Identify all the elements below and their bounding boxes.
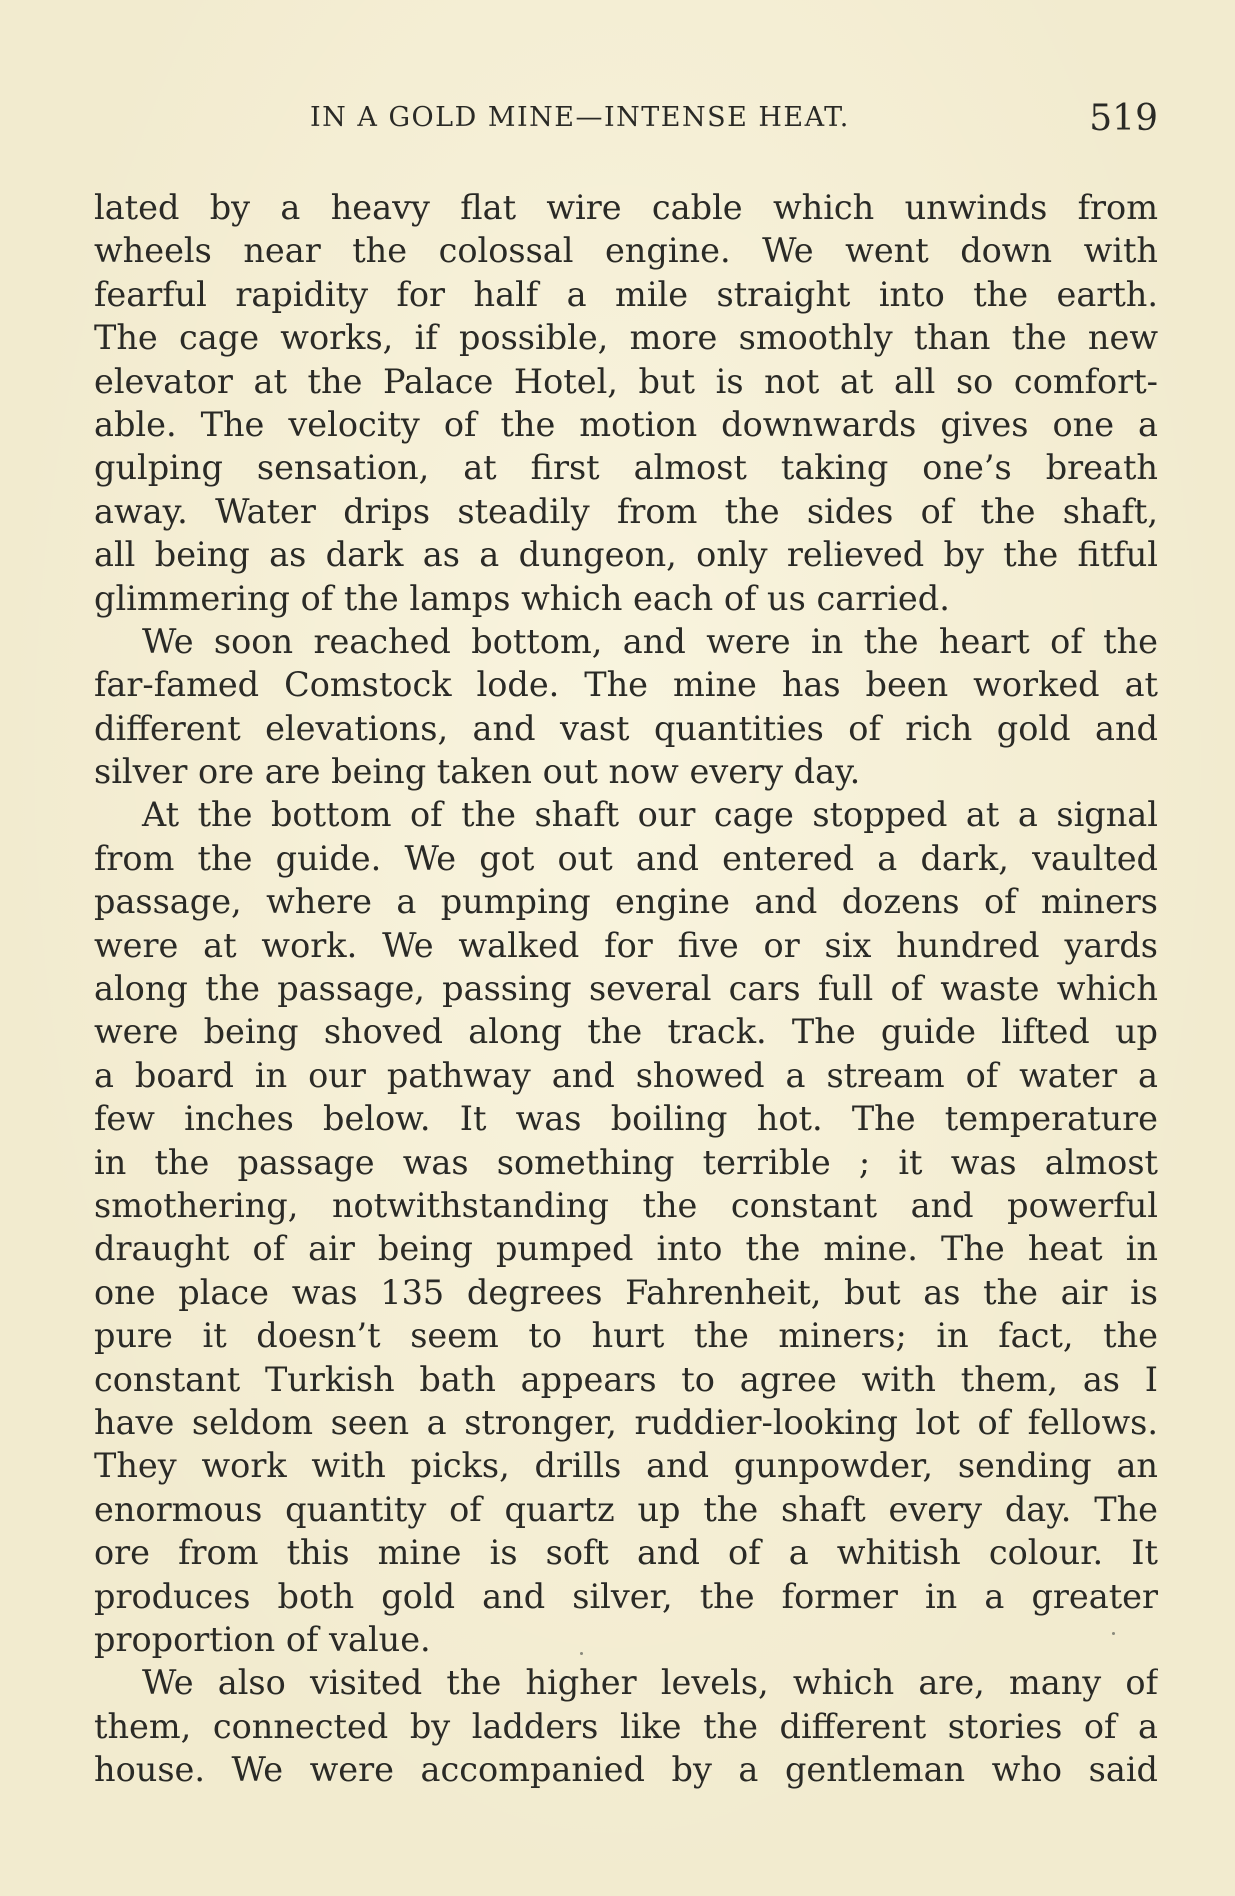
text-line: along the passage, passing several cars full of waste which <box>94 969 1158 1009</box>
text-line: lated by a heavy flat wire cable which unwinds from <box>94 188 1158 227</box>
text-line: They work with picks, drills and gunpowder, sending an <box>94 1446 1158 1486</box>
text-line: draught of air being pumped into the mine. The heat in <box>94 1229 1158 1269</box>
text-line: gulping sensation, at first almost taking one’s breath <box>94 448 1158 488</box>
body-text <box>94 186 1158 1791</box>
text-line: produces both gold and silver, the former in a greater <box>94 1576 1158 1616</box>
text-line: pure it doesn’t seem to hurt the miners; in fact, the <box>94 1316 1158 1356</box>
text-line: away. Water drips steadily from the sides of the shaft, <box>94 491 1158 531</box>
text-line: At the bottom of the shaft our cage stopped at a signal <box>142 795 1158 835</box>
text-line: able. The velocity of the motion downwards gives one a <box>94 404 1158 444</box>
text-line: few inches below. It was boiling hot. The temperature <box>94 1099 1158 1139</box>
paper-speck <box>580 1652 583 1655</box>
text-line: passage, where a pumping engine and dozens of miners <box>94 882 1158 922</box>
text-line: far-famed Comstock lode. The mine has been worked at <box>94 665 1158 705</box>
page-number: 519 <box>1089 98 1158 139</box>
text-line: wheels near the colossal engine. We went down with <box>94 231 1158 271</box>
running-head <box>94 98 1158 142</box>
text-line: glimmering of the lamps which each of us carried. <box>94 578 950 618</box>
text-line: The cage works, if possible, more smoothly than the new <box>94 318 1158 358</box>
text-line: smothering, notwithstanding the constant and powerful <box>94 1185 1158 1225</box>
text-line: have seldom seen a stronger, ruddier-looking lot of fellows. <box>94 1402 1158 1442</box>
text-line: enormous quantity of quartz up the shaft every day. The <box>94 1489 1158 1529</box>
text-line: house. We were accompanied by a gentleman who said <box>94 1750 1158 1790</box>
text-line: in the passage was something terrible ; it was almost <box>94 1142 1158 1182</box>
text-line: silver ore are being taken out now every day. <box>94 752 861 792</box>
text-line: were at work. We walked for five or six hundred yards <box>94 925 1158 965</box>
text-line: fearful rapidity for half a mile straight into the earth. <box>94 274 1158 314</box>
text-line: ore from this mine is soft and of a whitish colour. It <box>94 1533 1158 1573</box>
text-line: proportion of value. <box>94 1619 431 1659</box>
text-line: elevator at the Palace Hotel, but is not at all so comfort- <box>94 361 1158 401</box>
text-line: a board in our pathway and showed a stream of water a <box>94 1055 1158 1095</box>
paper-speck <box>1112 1632 1115 1635</box>
text-line: from the guide. We got out and entered a dark, vaulted <box>94 838 1158 878</box>
text-line: constant Turkish bath appears to agree with them, as I <box>94 1359 1158 1399</box>
text-line: one place was 135 degrees Fahrenheit, but as the air is <box>94 1272 1158 1312</box>
text-line: all being as dark as a dungeon, only relieved by the fitful <box>94 535 1158 575</box>
text-line: We soon reached bottom, and were in the heart of the <box>142 621 1158 661</box>
running-title: IN A GOLD MINE—INTENSE HEAT. <box>310 102 850 133</box>
text-line: We also visited the higher levels, which are, many of <box>142 1663 1158 1703</box>
text-line: them, connected by ladders like the different stories of a <box>94 1706 1158 1746</box>
text-line: were being shoved along the track. The guide lifted up <box>94 1012 1158 1052</box>
text-line: different elevations, and vast quantities of rich gold and <box>94 708 1158 748</box>
